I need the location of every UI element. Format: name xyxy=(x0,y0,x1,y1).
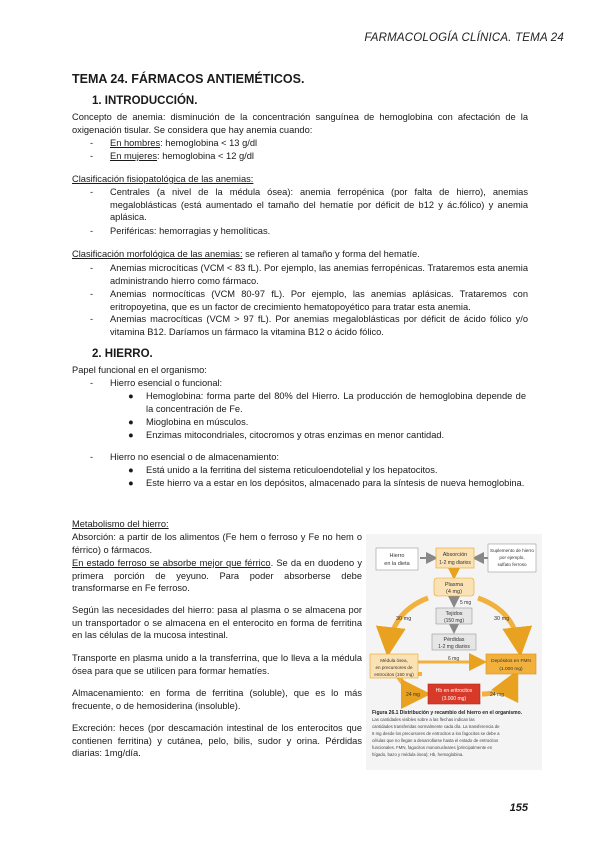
figure-caption-line: cantidades transferidas normalmente cada día. La transferencia de xyxy=(372,724,500,729)
morfo-normociticas: Anemias normocíticas (VCM 80-97 fL). Por ejemplo, las anemias aplásicas. Trataremos con eritropoyetina, que es un factor de crecimiento hematopoyético para tratar esta anemia. xyxy=(110,289,528,312)
svg-text:(150 mg): (150 mg) xyxy=(443,618,465,624)
list-item: - Hierro esencial o funcional: xyxy=(90,377,528,390)
svg-text:en precursores de: en precursores de xyxy=(375,665,413,670)
figure-caption-line: funcionales. FMN, fagocitos mononucleares (principalmente en xyxy=(372,745,493,750)
label-5: 5 mg xyxy=(460,600,472,606)
label-30-right: 30 mg xyxy=(494,616,510,622)
list-item: - Anemias macrocíticas (VCM > 97 fL). Por anemias megaloblásticas por déficit de ácido fólico y/o vitamina B12. Daríamos un fármaco la vitamina B12 o ácido fólico. xyxy=(90,314,528,337)
men-value: : hemoglobina < 13 g/dl xyxy=(160,138,258,148)
page-title: TEMA 24. FÁRMACOS ANTIEMÉTICOS. xyxy=(72,72,305,86)
anemia-concept: Concepto de anemia: disminución de la concentración sanguínea de hemoglobina con afectación de la oxigenación tisular. Se considera que hay anemia cuando: xyxy=(72,112,528,135)
svg-text:(1.000 mg): (1.000 mg) xyxy=(499,667,523,672)
svg-text:Pérdidas: Pérdidas xyxy=(443,637,465,643)
iron-distribution-figure xyxy=(366,534,542,770)
label-24-left: 24 mg xyxy=(406,692,420,698)
men-label: En hombres xyxy=(110,138,161,148)
absorcion-text: Absorción: a partir de los alimentos (Fe hem o ferroso y Fe no hem o férrico) o fármacos. xyxy=(72,532,362,555)
list-item: - Hierro no esencial o de almacenamiento: xyxy=(90,451,528,464)
svg-text:sulfato ferroso: sulfato ferroso xyxy=(497,562,527,567)
bullet-item: ● Hemoglobina: forma parte del 80% del Hierro. La producción de hemoglobina depende de la concentración de Fe. xyxy=(128,391,526,414)
morfo-heading: Clasificación morfológica de las anemias: se refieren al tamaño y forma del hematíe. xyxy=(72,249,420,259)
svg-text:Médula ósea,: Médula ósea, xyxy=(380,658,408,663)
svg-text:(4 mg): (4 mg) xyxy=(446,589,462,595)
excrecion-text: Excreción: heces (por descamación intestinal de los enterocitos que contienen ferritina) y cutánea, pelo, bilis, sudor y orina. Pérdidas diarias: 1mg/día. xyxy=(72,723,362,759)
svg-text:Absorción: Absorción xyxy=(442,552,468,558)
morfo-microciticas: Anemias microcíticas (VCM < 83 fL). Por ejemplo, las anemias ferropénicas. Trataremos esta anemia administrando hierro como fármaco. xyxy=(110,263,528,286)
fisio-heading: Clasificación fisiopatológica de las anemias: xyxy=(72,174,254,184)
section-2-heading: 2. HIERRO. xyxy=(92,348,153,360)
page-number: 155 xyxy=(509,802,528,814)
label-30-left: 30 mg xyxy=(396,616,412,622)
list-item: - Centrales (a nivel de la médula ósea): anemia ferropénica (por falta de hierro), anemias megaloblásticas (está aumentado el tamaño del hematíe por déficit de b12 y ác.fólico) y anemia aplásica. xyxy=(90,187,528,223)
figure-caption-title: Figura 26.1 Distribución y recambio del hierro en el organismo. xyxy=(372,710,523,716)
bullet-item: ● Enzimas mitocondriales, citocromos y otras enzimas en menor cantidad. xyxy=(128,430,445,440)
svg-text:en la dieta: en la dieta xyxy=(384,561,410,567)
women-label: En mujeres xyxy=(110,151,158,161)
figure-caption-line: Las cantidades visibles sobre a las flechas indican las xyxy=(372,717,475,722)
bullet-item: ● Está unido a la ferritina del sistema reticuloendotelial y los hepatocitos. xyxy=(128,465,438,475)
bullet-item: ● Mioglobina en músculos. xyxy=(128,417,249,427)
metab-heading: Metabolismo del hierro: xyxy=(72,519,169,529)
svg-text:entrocitos (150 mg): entrocitos (150 mg) xyxy=(374,672,414,677)
figure-caption-line: 6 mg desde los precursores de entrocitos a los fagocitos se debe a xyxy=(372,731,500,736)
svg-text:Depósitos en FMN: Depósitos en FMN xyxy=(491,659,531,664)
morfo-macrociticas: Anemias macrocíticas (VCM > 97 fL). Por anemias megaloblásticas por déficit de ácido fólico y/o vitamina B12. Daríamos un fármaco la vitamina B12 o ácido fólico. xyxy=(110,314,528,337)
figure-caption-line: células que no llegan a desarrollarse hasta el estado de entrocitos xyxy=(372,738,499,743)
hierro-esencial: Hierro esencial o funcional: xyxy=(110,378,223,388)
segun-text: Según las necesidades del hierro: pasa al plasma o se almacena por un transportador o se almacena en el enterocito en forma de ferritina en las células de la mucosa intestinal. xyxy=(72,605,362,641)
figure-caption-line: hígado, bazo y médula ósea); Hb, hemoglobina. xyxy=(372,752,464,757)
papel-funcional: Papel funcional en el organismo: xyxy=(72,365,207,375)
list-item: - Anemias microcíticas (VCM < 83 fL). Por ejemplo, las anemias ferropénicas. Trataremos esta anemia administrando hierro como fármaco. xyxy=(90,263,528,286)
label-6: 6 mg xyxy=(448,656,460,662)
svg-text:Tejidos: Tejidos xyxy=(445,611,463,617)
list-item: - En mujeres: hemoglobina < 12 g/dl xyxy=(90,151,254,161)
svg-text:Plasma: Plasma xyxy=(444,582,464,588)
svg-text:Suplemento de hierro: Suplemento de hierro xyxy=(490,548,534,553)
almacen-text: Almacenamiento: en forma de ferritina (soluble), que es lo más frecuente, o de hemosiderina (insoluble). xyxy=(72,688,362,711)
fisio-central: Centrales (a nivel de la médula ósea): anemia ferropénica (por falta de hierro), anemias megaloblásticas (está aumentado el tamaño del hematíe por déficit de b12 y ác.fólico) y anemia aplásica. xyxy=(110,187,528,223)
label-24-right: 24 mg xyxy=(490,692,504,698)
section-1-heading: 1. INTRODUCCIÓN. xyxy=(92,95,198,107)
list-item: - Anemias normocíticas (VCM 80-97 fL). Por ejemplo, las anemias aplásicas. Trataremos con eritropoyetina, que es un factor de crecimiento hematopoyético para tratar esta anemia. xyxy=(90,289,528,312)
bullet-item: ● Este hierro va a estar en los depósitos, almacenado para la síntesis de nueva hemoglobina. xyxy=(128,478,525,488)
list-item: - En hombres: hemoglobina < 13 g/dl xyxy=(90,138,258,148)
svg-text:Hb en eritrocitos: Hb en eritrocitos xyxy=(435,688,473,694)
transporte-text: Transporte en plasma unido a la transferrina, que lo lleva a la médula ósea para que se utilicen para formar hematíes. xyxy=(72,653,362,676)
running-header: FARMACOLOGÍA CLÍNICA. TEMA 24 xyxy=(364,32,564,44)
hierro-no-esencial: Hierro no esencial o de almacenamiento: xyxy=(110,452,279,462)
svg-text:1-2 mg diarios: 1-2 mg diarios xyxy=(438,644,470,650)
svg-text:Hierro: Hierro xyxy=(389,553,405,559)
svg-text:1-2 mg diarios: 1-2 mg diarios xyxy=(439,560,471,566)
svg-text:por ejemplo,: por ejemplo, xyxy=(499,555,525,560)
fisio-periferica: Periféricas: hemorragias y hemolíticas. xyxy=(110,226,271,236)
ferroso-text: En estado ferroso se absorbe mejor que férrico. Se da en duodeno y primera porción de yeyuno. Para poder absorberse debe transformarse en Fe ferroso. xyxy=(72,558,362,594)
women-value: : hemoglobina < 12 g/dl xyxy=(157,151,254,161)
svg-text:(3.000 mg): (3.000 mg) xyxy=(441,696,467,702)
list-item: - Periféricas: hemorragias y hemolíticas. xyxy=(90,225,528,238)
